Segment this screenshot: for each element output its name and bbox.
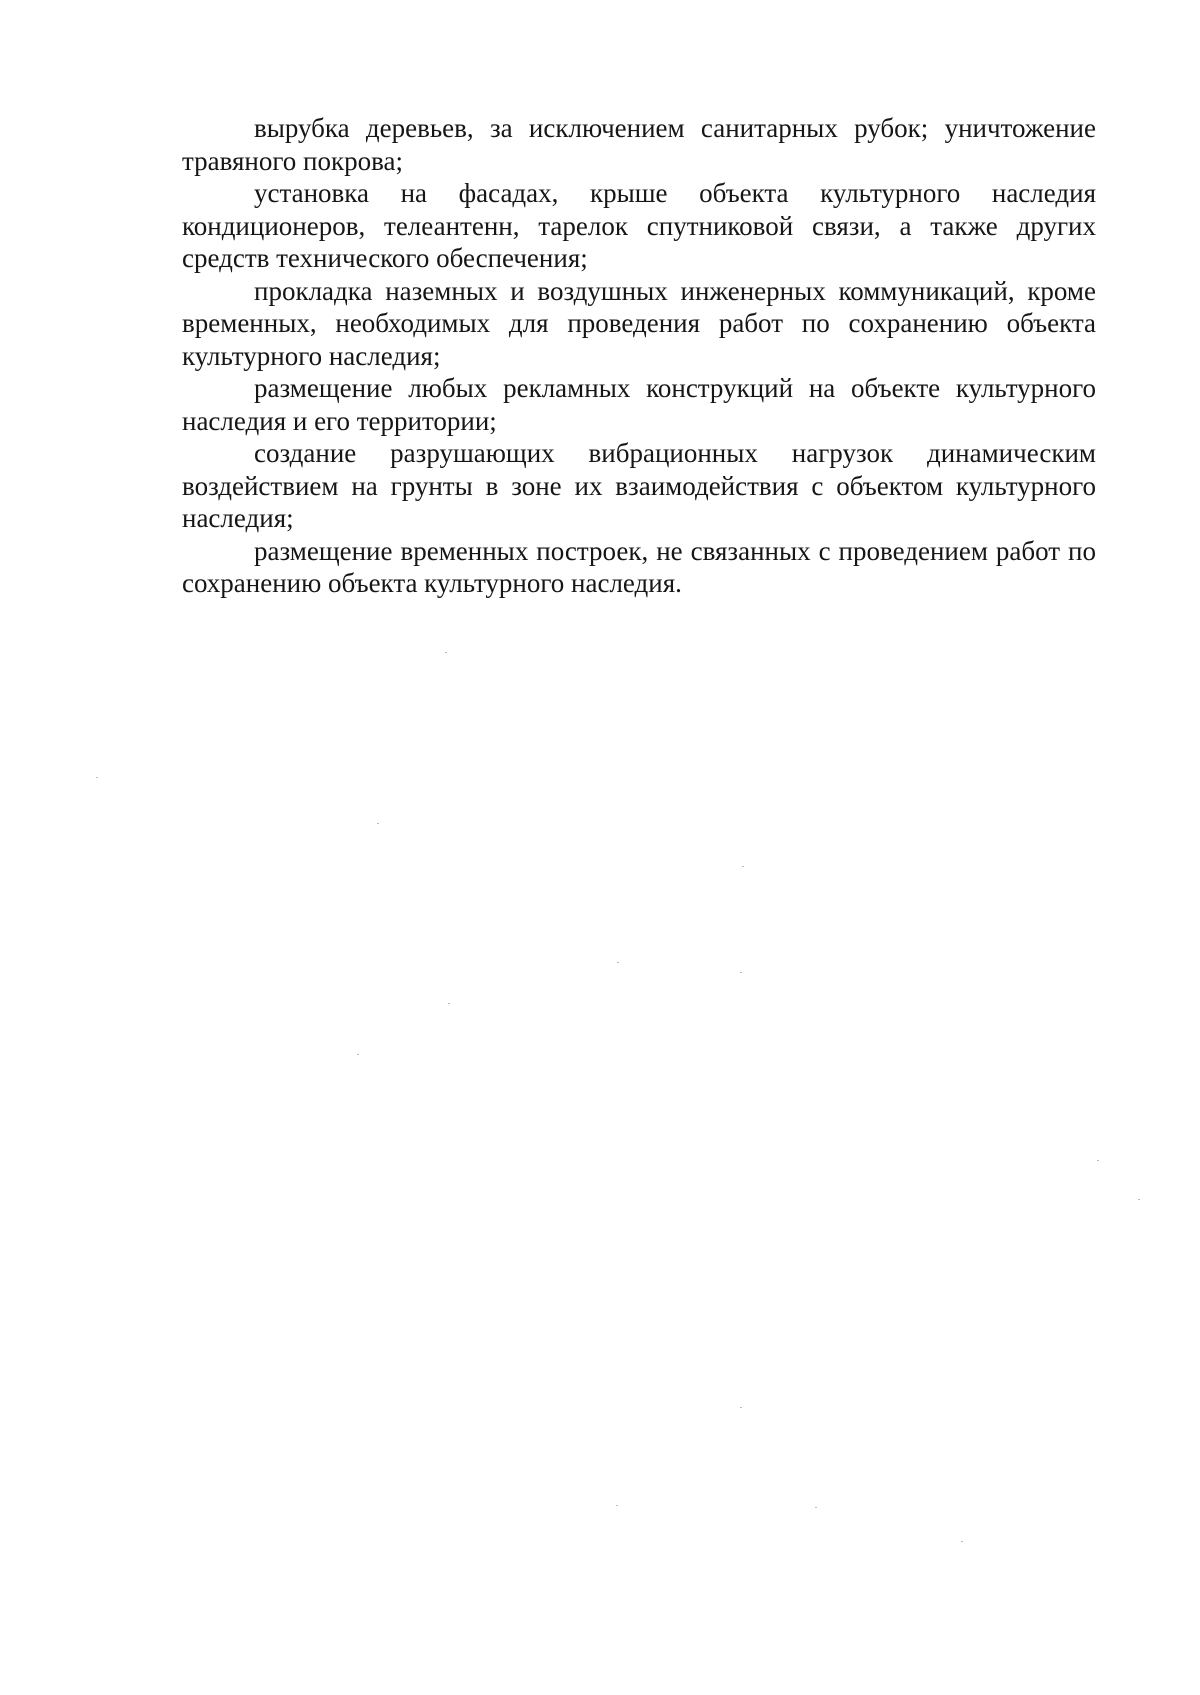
- paragraph-tree-felling: вырубка деревьев, за исключением санитарных рубок; уничтожение травяного покрова;: [182, 113, 1096, 176]
- paragraph-vibration-loads: создание разрушающих вибрационных нагрузок динамическим воздействием на грунты в зоне их взаимодействия с объектом культурного наследия;: [182, 438, 1096, 533]
- scan-speck: [445, 652, 447, 653]
- scan-speck: [96, 777, 98, 778]
- scan-speck: [377, 823, 379, 824]
- scan-speck: [1097, 1160, 1099, 1161]
- scan-speck: [616, 1505, 618, 1506]
- scan-speck: [815, 1507, 817, 1508]
- scan-speck: [357, 1054, 359, 1055]
- document-body: [182, 112, 1096, 600]
- paragraph-advertising: размещение любых рекламных конструкций на объекте культурного наследия и его территории;: [182, 373, 1096, 436]
- scan-speck: [740, 972, 742, 973]
- scan-speck: [617, 962, 619, 963]
- paragraph-facade-equipment: установка на фасадах, крыше объекта культурного наследия кондиционеров, телеантенн, тарелок спутниковой связи, а также других средств технического обеспечения;: [182, 178, 1096, 273]
- scan-speck: [1138, 1199, 1140, 1200]
- scan-speck: [961, 1541, 963, 1542]
- scan-speck: [742, 866, 744, 867]
- scan-speck: [740, 1407, 742, 1408]
- scan-speck: [448, 1003, 450, 1004]
- paragraph-temporary-buildings: размещение временных построек, не связанных с проведением работ по сохранению объекта культурного наследия.: [182, 535, 1096, 598]
- paragraph-utility-lines: прокладка наземных и воздушных инженерных коммуникаций, кроме временных, необходимых для проведения работ по сохранению объекта культурного наследия;: [182, 275, 1096, 371]
